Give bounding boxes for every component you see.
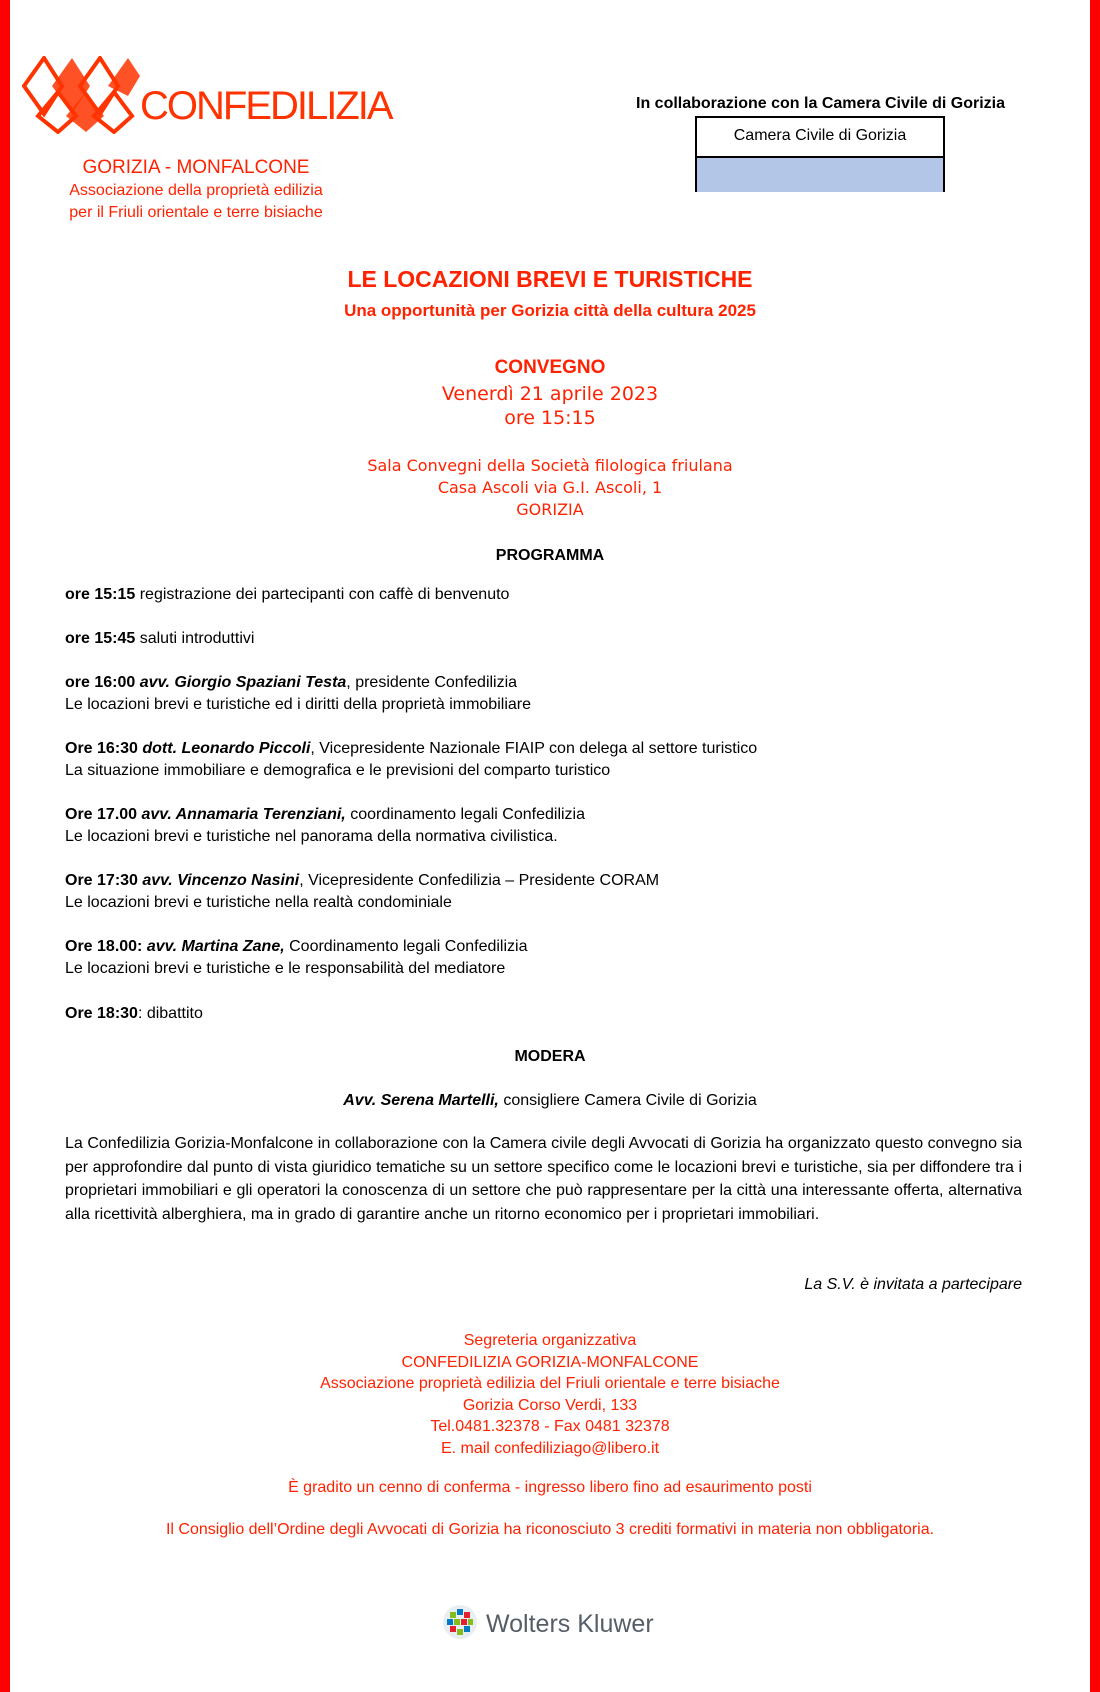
camera-civile-logo-area <box>697 158 943 192</box>
venue-line-3: GORIZIA <box>516 500 584 519</box>
confirmation-note: È gradito un cenno di conferma - ingresso libero fino ad esaurimento posti <box>288 1479 812 1496</box>
wolters-kluwer-mark-icon <box>442 1604 478 1640</box>
moderator-line <box>0 1092 1100 1110</box>
program-role: : dibattito <box>137 1005 203 1022</box>
secretariat-email[interactable]: E. mail confediliziago@libero.it <box>440 1439 660 1457</box>
logo-wordmark: CONFEDILIZIA <box>140 84 392 128</box>
program-time: Ore 16:30 <box>65 740 138 757</box>
program-role: registrazione dei partecipanti con caffè di benvenuto <box>135 586 510 603</box>
org-city: GORIZIA - MONFALCONE <box>82 157 310 178</box>
event-time: ore 15:15 <box>504 407 596 429</box>
description-paragraph: La Confedilizia Gorizia-Monfalcone in collaborazione con la Camera civile degli Avvocati di Gorizia ha organizzato questo convegno sia per approfondire dal punto di vista giuridico tematiche su un settore specifico come le locazioni brevi e turistiche, sia per diffondere tra i proprietari immobiliari e gli operatori la conoscenza di un settore che può rappresentare per la città una interessante offerta, alternativa alla ricettività alberghiera, ma in grado di garantire anche un ritorno economico per i proprietari immobiliari. <box>65 1135 1022 1223</box>
program-item <box>65 672 1045 716</box>
program-item <box>65 804 1045 848</box>
program-speaker: avv. Martina Zane, <box>142 938 285 955</box>
camera-civile-box <box>695 116 945 192</box>
organization-info <box>36 156 356 224</box>
program-time: Ore 17.00 <box>65 806 138 823</box>
camera-civile-name: Camera Civile di Gorizia <box>697 118 943 158</box>
program-topic: Le locazioni brevi e turistiche ed i diritti della proprietà immobiliare <box>65 696 531 713</box>
program-speaker: dott. Leonardo Piccoli <box>137 740 311 757</box>
program-topic: Le locazioni brevi e turistiche nel panorama della normativa civilistica. <box>65 828 558 845</box>
program-role: coordinamento legali Confedilizia <box>345 806 585 823</box>
program-time: ore 15:45 <box>65 630 136 647</box>
moderator-role: consigliere Camera Civile di Gorizia <box>498 1092 757 1109</box>
secretariat-block <box>0 1330 1100 1459</box>
event-date: Venerdì 21 aprile 2023 <box>441 383 659 405</box>
collaboration-text: In collaborazione con la Camera Civile di Gorizia <box>636 95 1005 112</box>
program-speaker: avv. Giorgio Spaziani Testa <box>135 674 347 691</box>
moderator-name: Avv. Serena Martelli, <box>343 1092 499 1109</box>
secretariat-label: Segreteria organizzativa <box>463 1332 637 1349</box>
program-role: Coordinamento legali Confedilizia <box>284 938 528 955</box>
sponsor-name: Wolters Kluwer <box>486 1610 654 1638</box>
confedilizia-logo <box>22 56 392 134</box>
program-item <box>65 870 1045 914</box>
invitation-text: La S.V. è invitata a partecipare <box>804 1276 1022 1293</box>
program-time: Ore 18.00: <box>65 938 143 955</box>
secretariat-association: Associazione proprietà edilizia del Friuli orientale e terre bisiache <box>320 1375 780 1392</box>
program-item <box>65 738 1045 782</box>
program-time: Ore 18:30 <box>65 1005 138 1022</box>
program-time: ore 15:15 <box>65 586 136 603</box>
event-title: LE LOCAZIONI BREVI E TURISTICHE <box>347 266 753 292</box>
event-subtitle: Una opportunità per Gorizia città della cultura 2025 <box>344 301 756 320</box>
venue-line-1: Sala Convegni della Società filologica friulana <box>367 456 733 475</box>
secretariat-phone: Tel.0481.32378 - Fax 0481 32378 <box>430 1418 670 1435</box>
org-description-line-1: Associazione della proprietà edilizia <box>69 182 323 199</box>
program-time: ore 16:00 <box>65 674 136 691</box>
venue-line-2: Casa Ascoli via G.I. Ascoli, 1 <box>437 478 663 497</box>
program-role: , Vicepresidente Confedilizia – Presidente CORAM <box>299 872 660 889</box>
confedilizia-logo-mark <box>22 56 142 134</box>
program-topic: Le locazioni brevi e turistiche e le responsabilità del mediatore <box>65 960 506 977</box>
program-role: , Vicepresidente Nazionale FIAIP con delega al settore turistico <box>310 740 758 757</box>
program-topic: Le locazioni brevi e turistiche nella realtà condominiale <box>65 894 452 911</box>
credits-note: Il Consiglio dell’Ordine degli Avvocati di Gorizia ha riconosciuto 3 crediti formativi in materia non obbligatoria. <box>165 1521 935 1538</box>
programma-heading: PROGRAMMA <box>495 547 605 564</box>
program-item <box>65 936 1045 980</box>
modera-heading: MODERA <box>514 1048 586 1065</box>
program-speaker: avv. Vincenzo Nasini <box>137 872 300 889</box>
program-role: saluti introduttivi <box>135 630 255 647</box>
program-item <box>65 584 1045 606</box>
program-time: Ore 17:30 <box>65 872 138 889</box>
program-item <box>65 628 1045 650</box>
org-description-line-2: per il Friuli orientale e terre bisiache <box>69 204 323 221</box>
program-role: , presidente Confedilizia <box>346 674 518 691</box>
program-topic: La situazione immobiliare e demografica e le previsioni del comparto turistico <box>65 762 611 779</box>
event-type: CONVEGNO <box>494 357 606 378</box>
program-speaker: avv. Annamaria Terenziani, <box>137 806 346 823</box>
program-item <box>65 1003 1045 1025</box>
secretariat-address: Gorizia Corso Verdi, 133 <box>462 1396 638 1414</box>
secretariat-org: CONFEDILIZIA GORIZIA-MONFALCONE <box>401 1353 699 1371</box>
